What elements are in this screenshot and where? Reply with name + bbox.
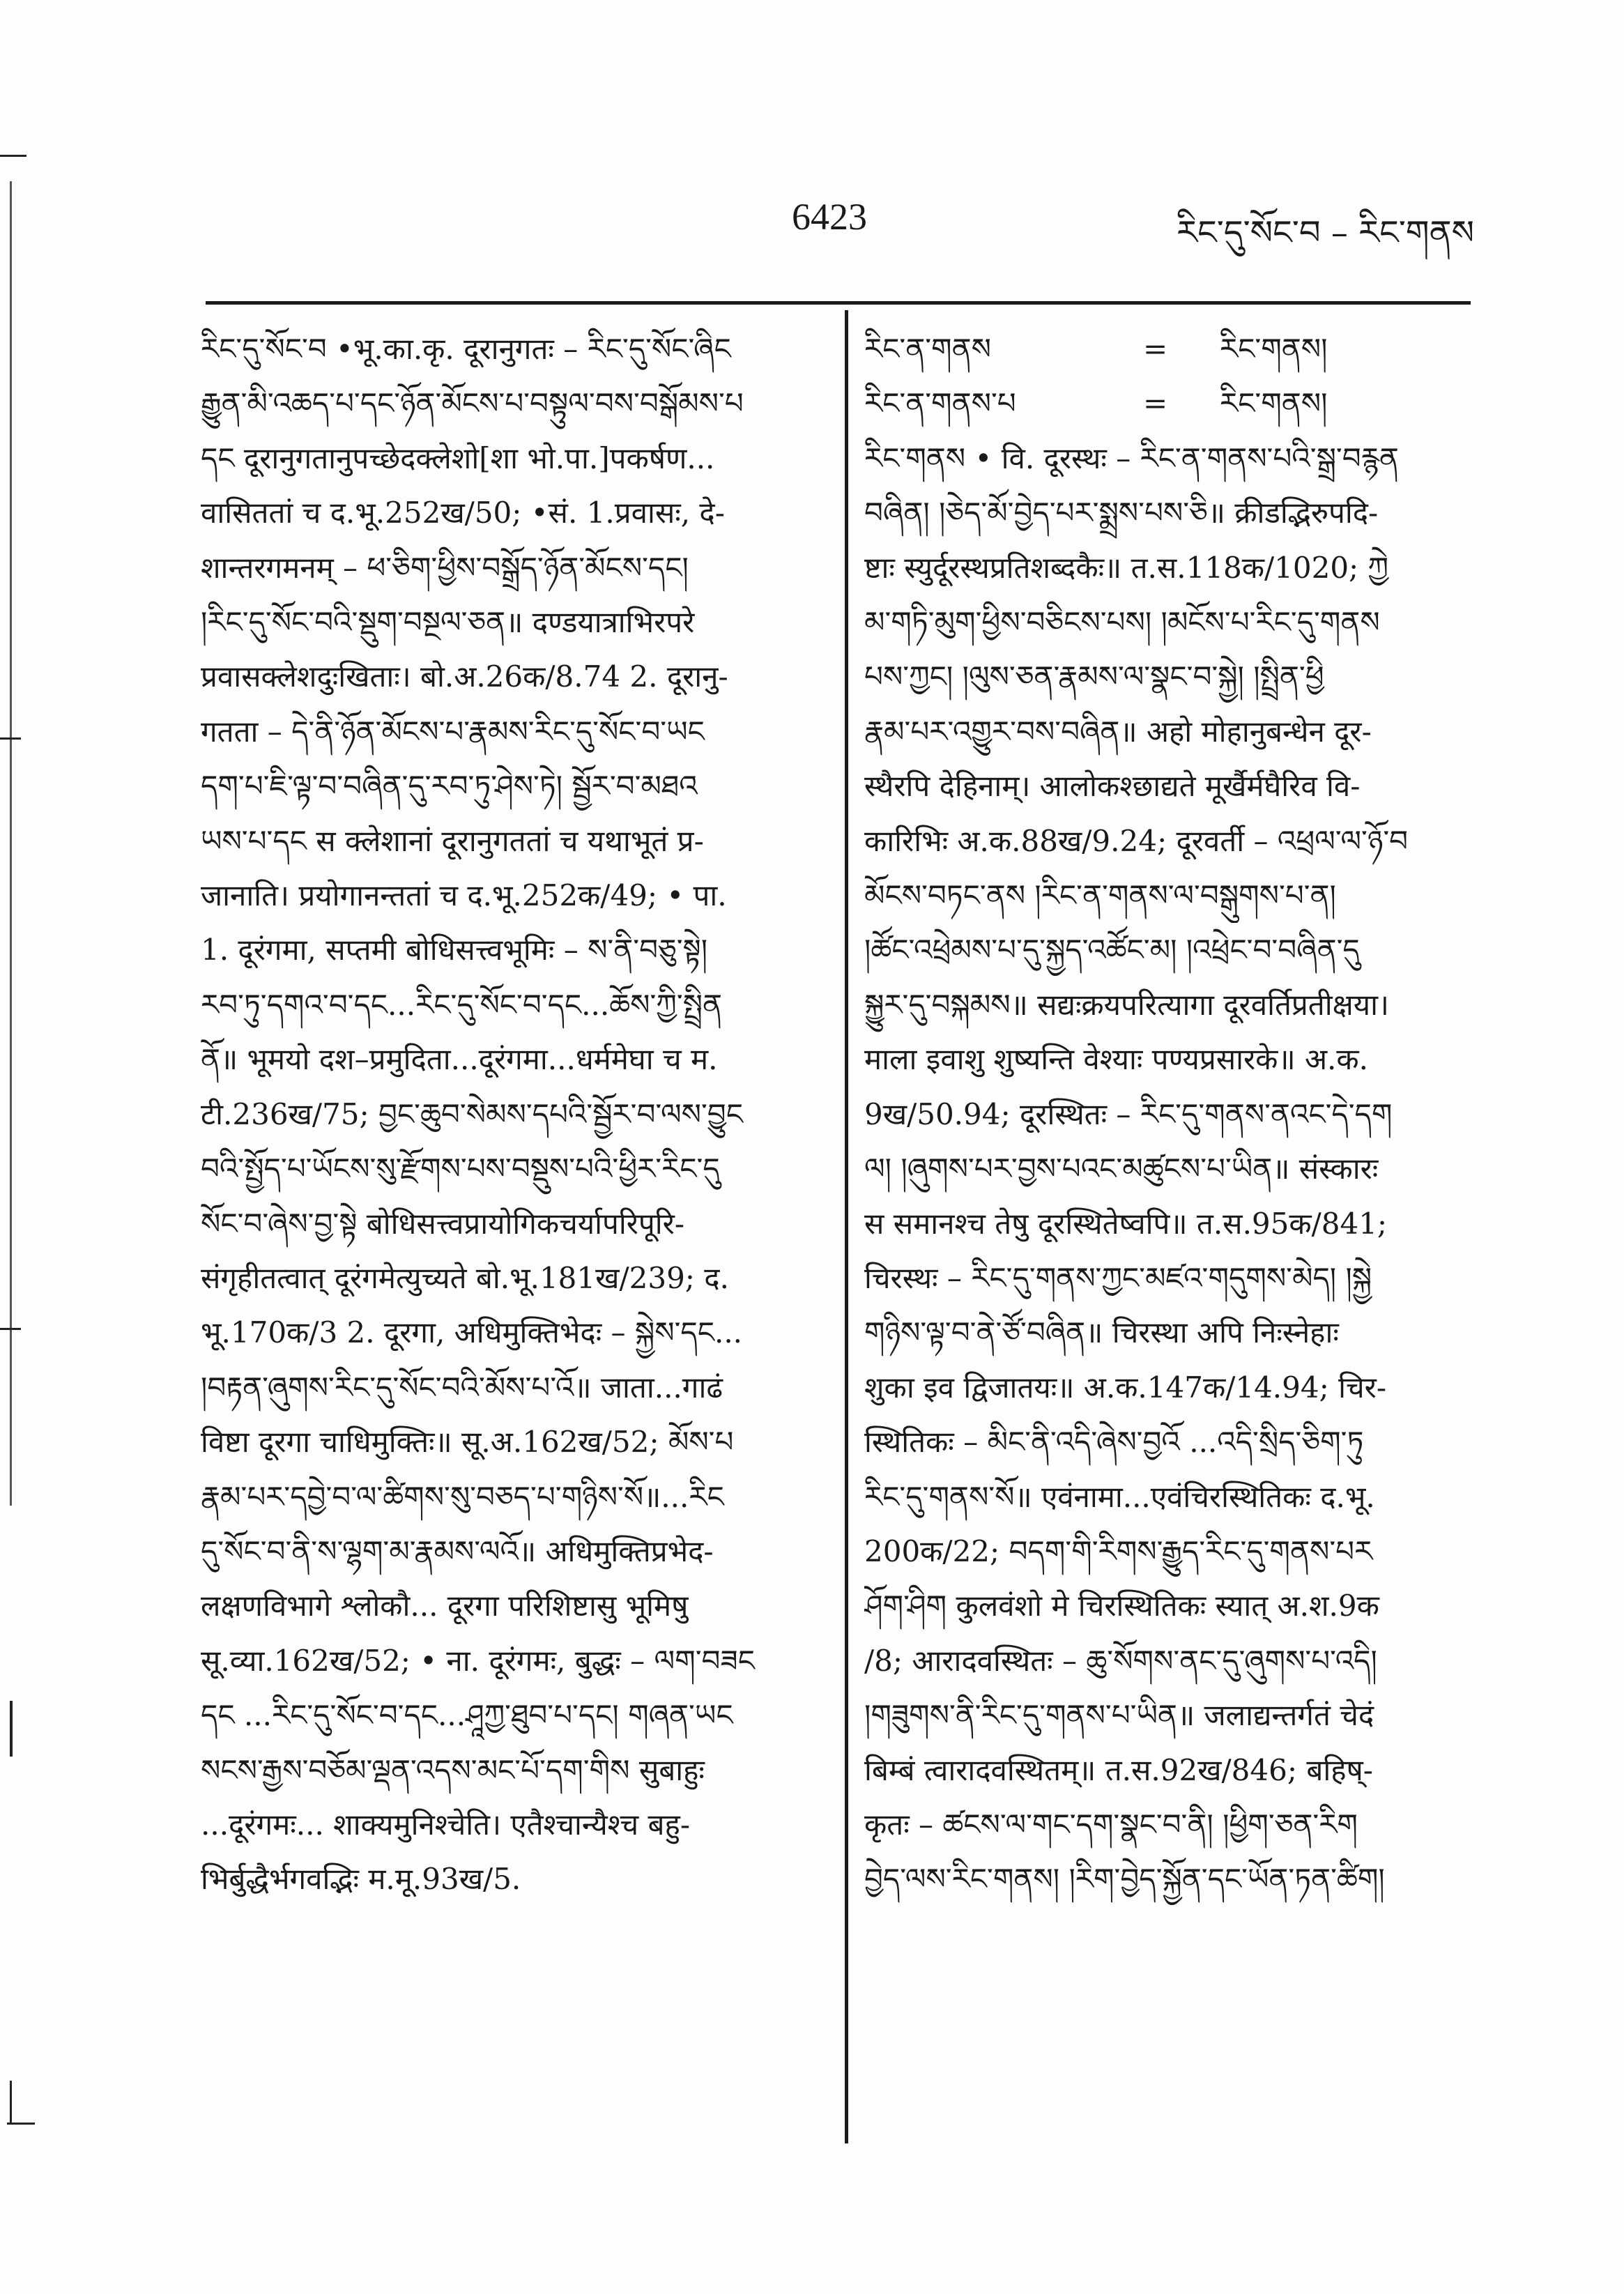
- entry-line: དང ...རིང་དུ་སོང་བ་དང...ཤཱཀྱ་ཐུབ་པ་དང། གཞན་ཡང: [201, 1698, 733, 1733]
- entry-line: རིང་དུ་སོང་བ •भू.का.कृ. दूरानुगतः – རིང་དུ་སོང་ཞིང: [201, 332, 731, 366]
- entry-line: རིང་གནས • वि. दूरस्थः – རིང་ན་གནས་པའི་སྒྲ་བརྙན: [864, 441, 1399, 475]
- equivalence-sign: =: [1143, 332, 1168, 366]
- entry-line: ལ། །ཞུགས་པར་བྱས་པའང་མཚུངས་པ་ཡིན॥ संस्कारः: [864, 1152, 1379, 1186]
- entry-line: མོངས་བཏང་ནས །རིང་ན་གནས་ལ་བསྒུགས་པ་ན།: [864, 878, 1336, 913]
- entry-line: सू.व्या.162ख/52; • ना. दूरंगमः, बुद्धः – ལག་བཟང: [201, 1643, 755, 1678]
- entry-line: ཡས་པ་དང स क्लेशानां दूरानुगततां च यथाभूतं प्र-: [201, 823, 704, 858]
- entry-line: སྐྱུར་དུ་བསྐམས॥ सद्यःक्रयपरित्यागा दूरवर्तिप्रतीक्षया।: [864, 987, 1389, 1022]
- entry-line: जानाति। प्रयोगानन्ततां च द.भू.252क/49; • पा.: [201, 878, 727, 913]
- equivalence-term: རིང་ན་གནས: [864, 332, 991, 366]
- margin-mark: [10, 181, 12, 1506]
- equivalence-sign: =: [1143, 386, 1168, 421]
- entry-line: མ་གཏི་མུག་ཕྱིས་བཅིངས་པས། །མངོས་པ་རིང་དུ་གནས: [864, 605, 1380, 640]
- entry-line: विष्टा दूरगा चाधिमुक्तिः॥ सू.अ.162ख/52; མོས་པ: [201, 1425, 734, 1460]
- entry-line: 200क/22; བདག་གི་རིགས་རྒྱུད་རིང་དུ་གནས་པར: [864, 1534, 1373, 1568]
- equivalence-ref: རིང་གནས།: [1220, 332, 1328, 366]
- entry-line: བྱེད་ལས་རིང་གནས། །རིག་བྱེད་སྐྱོན་དང་ཡོན་ཏན་ཚིག།: [864, 1862, 1385, 1897]
- entry-line: རྣམ་པར་འགྱུར་བས་བཞིན॥ अहो मोहानुबन्धेन दूर-: [864, 714, 1372, 749]
- entry-line: །གཟུགས་ནི་རིང་དུ་གནས་པ་ཡིན॥ जलाद्यन्तर्गतं चेदं: [864, 1698, 1374, 1733]
- page-number: 6423: [792, 196, 867, 238]
- entry-line: कृतः – ཚངས་ལ་གང་དག་སྣང་བ་ནི། །ཕྱིག་ཅན་རིག: [864, 1807, 1358, 1842]
- entry-line: टी.236ख/75; བྱང་ཆུབ་སེམས་དཔའི་སྦྱོར་བ་ལས་བྱུང: [201, 1096, 743, 1131]
- entry-line: རབ་ཏུ་དགའ་བ་དང...རིང་དུ་སོང་བ་དང...ཆོས་ཀྱི་སྤྲིན: [201, 987, 723, 1022]
- entry-line: माला इवाशु शुष्यन्ति वेश्याः पण्यप्रसारके॥ अ.क.: [864, 1042, 1368, 1077]
- entry-line: /8; आरादवस्थितः – ཆུ་སོགས་ནང་དུ་ཞུགས་པ་འདི།: [864, 1643, 1377, 1678]
- entry-line: པས་ཀྱང། །ལུས་ཅན་རྣམས་ལ་སྣང་བ་སྐྱེ། །སྤྲིན་ཕྱི: [864, 659, 1324, 694]
- entry-line: བའི་སྤྱོད་པ་ཡོངས་སུ་རྫོགས་པས་བསྡུས་པའི་ཕྱིར་རིང་དུ: [201, 1152, 720, 1186]
- entry-line: བཞིན། །ཅེད་མོ་བྱེད་པར་སྨྲས་པས་ཅི॥ क्रीडद्भिरुपदि-: [864, 496, 1379, 530]
- entry-line: 9ख/50.94; दूरस्थितः – རིང་དུ་གནས་ནའང་དེ་དག: [864, 1096, 1393, 1131]
- entry-line: प्रवासक्लेशदुःखिताः। बो.अ.26क/8.74 2. दूरानु-: [201, 659, 728, 694]
- entry-line: ནོ॥ भूमयो दश–प्रमुदिता...दूरंगमा...धर्ममेघा च म.: [201, 1042, 718, 1077]
- header-rule: [206, 301, 1471, 305]
- left-column: [201, 322, 828, 1907]
- margin-mark: [0, 737, 21, 740]
- margin-mark: [10, 2081, 12, 2123]
- entry-line: चिरस्थः – རིང་དུ་གནས་ཀྱང་མཛའ་གདུགས་མེད། །སྐྱེ: [864, 1260, 1372, 1295]
- entry-line: ष्टाः स्युर्दूरस्थप्रतिशब्दकैः॥ त.स.118क/1020; ཀྱེ: [864, 550, 1389, 585]
- equivalence-row: [864, 376, 1478, 431]
- entry-line: ཤོག་ཤིག कुलवंशो मे चिरस्थितिकः स्यात् अ.श.9क: [864, 1589, 1379, 1623]
- entry-line: संगृहीतत्वात् दूरंगमेत्युच्यते बो.भू.181ख/239; द.: [201, 1260, 729, 1295]
- entry-line: རྒྱུན་མི་འཆད་པ་དང་ཉོན་མོངས་པ་བསྟུལ་བས་བསྒོམས་པ: [201, 386, 744, 421]
- equivalence-row: [864, 322, 1478, 376]
- entry-line: स्थितिकः – མིང་ནི་འདི་ཞེས་བྱའོ ...འདི་སྲིད་ཅིག་ཏུ: [864, 1425, 1364, 1460]
- entry-line: 1. दूरंगमा, सप्तमी बोधिसत्त्वभूमिः – ས་ནི་བཅུ་སྟེ།: [201, 933, 708, 968]
- entry-line: དང दूरानुगतानुपच्छेदक्लेशो[शा भो.पा.]पकर्षण...: [201, 441, 715, 475]
- entry-line: ...दूरंगमः... शाक्यमुनिश्चेति। एतैश्चान्यैश्च बहु-: [201, 1807, 691, 1842]
- margin-mark: [0, 155, 26, 157]
- entry-line: །བརྟན་ཞུགས་རིང་དུ་སོང་བའི་མོས་པ་འོ॥ जाता...गाढं: [201, 1370, 723, 1405]
- running-head: རིང་དུ་སོང་བ – རིང་གནས: [1177, 213, 1474, 252]
- entry-line: भू.170क/3 2. दूरगा, अधिमुक्तिभेदः – སྐྱེས་དང...: [201, 1315, 743, 1350]
- entry-line: वासिततां च द.भू.252ख/50; •सं. 1.प्रवासः, दे-: [201, 496, 725, 530]
- entry-line: སོང་བ་ཞེས་བྱ་སྟེ बोधिसत्त्वप्रायोगिकचर्यापरिपूरि-: [201, 1206, 685, 1241]
- equivalence-ref: རིང་གནས།: [1220, 386, 1328, 421]
- margin-mark: [0, 1328, 21, 1330]
- margin-mark: [7, 2123, 35, 2125]
- entry-line: རིང་དུ་གནས་སོ॥ एवंनामा...एवंचिरस्थितिकः द.भू.: [864, 1479, 1375, 1514]
- entry-line: །ཚོང་འཕྲེམས་པ་དུ་སྐྱད་འཚོང་མ། །འཕྲེང་བ་བཞིན་དུ: [864, 933, 1360, 968]
- equivalence-term: རིང་ན་གནས་པ: [864, 386, 1016, 421]
- column-divider: [845, 310, 848, 2143]
- entry-line: རྣམ་པར་དབྱེ་བ་ལ་ཚིགས་སུ་བཅད་པ་གཉིས་སོ॥...རིང: [201, 1479, 724, 1514]
- entry-line: शुका इव द्विजातयः॥ अ.क.147क/14.94; चिर-: [864, 1370, 1387, 1405]
- entry-line: སངས་རྒྱས་བཅོམ་ལྡན་འདས་མང་པོ་དག་གིས सुबाहुः: [201, 1752, 705, 1787]
- entry-line: कारिभिः अ.क.88ख/9.24; दूरवर्ती – འཕྲལ་ལ་ཉོ་བ: [864, 823, 1409, 858]
- entry-line: གཉིས་ལྟ་བ་ནེ་ཙོ་བཞིན॥ चिरस्था अपि निःस्नेहाः: [864, 1315, 1339, 1350]
- entry-line: स समानश्च तेषु दूरस्थितेष्वपि॥ त.स.95क/841;: [864, 1206, 1388, 1241]
- entry-line: स्थैरपि देहिनाम्। आलोकश्छाद्यते मूर्खैर्मघैरिव वि-: [864, 769, 1361, 804]
- entry-line: शान्तरगमनम् – ཕ་ཅིག་ཕྱིས་བསྒྲོད་ཉོན་མོངས་དང།: [201, 550, 689, 585]
- right-column: [864, 322, 1478, 1907]
- margin-mark: [10, 1701, 13, 1757]
- entry-line: །རིང་དུ་སོང་བའི་སྡུག་བསྔལ་ཅན॥ दण्डयात्राभिरपरे: [201, 605, 695, 640]
- entry-line: बिम्बं त्वारादवस्थितम्॥ त.स.92ख/846; बहिष्-: [864, 1752, 1373, 1787]
- entry-line: དག་པ་ཇི་ལྟ་བ་བཞིན་དུ་རབ་ཏུ་ཤེས་ཏེ། སྦྱོར་བ་མཐའ: [201, 769, 698, 804]
- entry-line: भिर्बुद्धैर्भगवद्भिः म.मू.93ख/5.: [201, 1862, 521, 1897]
- entry-line: गतता – དེ་ནི་ཉོན་མོངས་པ་རྣམས་རིང་དུ་སོང་བ་ཡང: [201, 714, 705, 749]
- entry-line: लक्षणविभागे श्लोकौ... दूरगा परिशिष्टासु भूमिषु: [201, 1589, 689, 1623]
- entry-line: དུ་སོང་བ་ནི་ས་ལྷག་མ་རྣམས་ལའོ॥ अधिमुक्तिप्रभेद-: [201, 1534, 714, 1568]
